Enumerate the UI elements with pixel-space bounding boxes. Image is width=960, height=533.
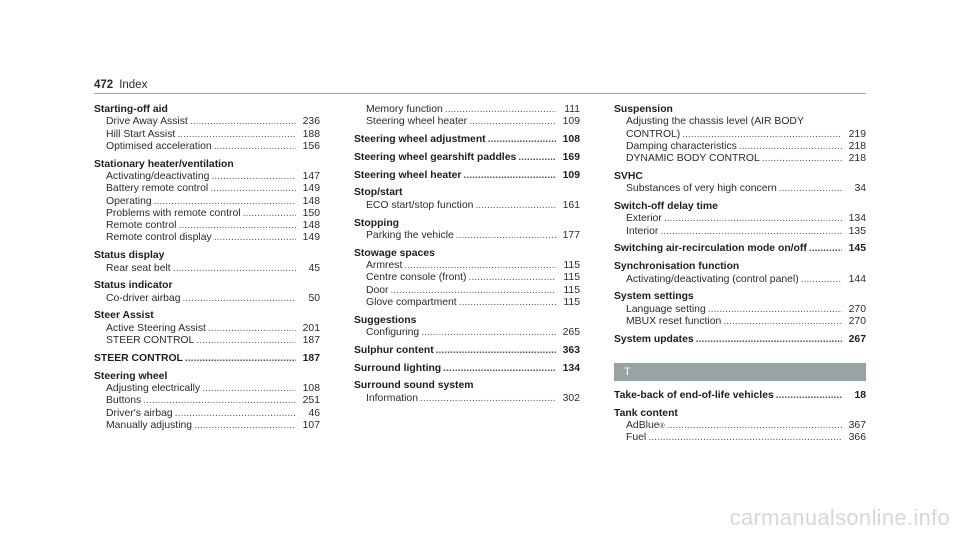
entry-text: Remote control display (106, 232, 212, 244)
entry-text: Steering wheel heater (366, 116, 468, 128)
page-ref: 161 (562, 199, 580, 211)
dot-leader (664, 213, 842, 225)
index-subentry[interactable] (614, 213, 866, 225)
page-ref: 270 (848, 303, 866, 315)
index-subentry[interactable] (94, 263, 320, 275)
page-ref: 109 (562, 116, 580, 128)
page-ref: 187 (302, 352, 320, 364)
index-subentry[interactable] (614, 183, 866, 195)
entry-text: Manually adjusting (106, 419, 193, 431)
index-entry (94, 250, 320, 275)
dot-leader (194, 420, 296, 432)
index-entry (94, 353, 320, 365)
dot-leader (776, 390, 842, 402)
dot-leader (436, 345, 556, 357)
index-entry (354, 345, 580, 357)
index-heading[interactable] (614, 243, 866, 255)
index-subentry[interactable] (94, 196, 320, 208)
page-ref: 169 (562, 151, 580, 163)
index-subentry[interactable] (94, 208, 320, 220)
index-entry (354, 218, 580, 243)
index-entry (614, 243, 866, 255)
index-column-2 (354, 104, 580, 410)
index-heading: Switch-off delay time (614, 201, 718, 213)
dot-leader (488, 134, 556, 146)
index-heading: Stationary heater/ventilation (94, 158, 234, 170)
page-ref: 188 (302, 128, 320, 140)
index-subentry[interactable] (94, 171, 320, 183)
entry-text: Configuring (366, 326, 420, 338)
entry-text: Hill Start Assist (106, 128, 176, 140)
entry-text: Damping characteristics (626, 140, 737, 152)
index-heading[interactable] (354, 134, 580, 146)
index-subentry[interactable] (354, 104, 580, 116)
page-ref: 366 (848, 432, 866, 444)
index-heading: Status display (94, 250, 165, 262)
index-subentry[interactable] (94, 335, 320, 347)
page-ref: 148 (302, 195, 320, 207)
dot-leader (196, 335, 296, 347)
entry-text: Steering wheel heater (354, 169, 462, 181)
index-subentry[interactable] (354, 285, 580, 297)
dot-leader (185, 353, 296, 365)
page-ref: 135 (848, 225, 866, 237)
index-entry (614, 291, 866, 328)
page-ref: 18 (854, 390, 866, 402)
dot-leader (175, 408, 296, 420)
page-ref: 115 (563, 296, 580, 308)
dot-leader (143, 395, 296, 407)
entry-text: CONTROL) (626, 128, 681, 140)
index-heading: SVHC (614, 170, 643, 182)
index-heading: Steering wheel (94, 370, 168, 382)
index-entry (354, 248, 580, 309)
index-heading: System settings (614, 291, 694, 303)
index-subentry[interactable] (354, 393, 580, 405)
index-subentry[interactable] (94, 129, 320, 141)
page-header (94, 79, 147, 91)
dot-leader (421, 327, 556, 339)
entry-text: Rear seat belt (106, 262, 171, 274)
page-ref: 108 (302, 382, 320, 394)
index-subentry[interactable] (354, 116, 580, 128)
index-subentry[interactable] (94, 183, 320, 195)
entry-text: Steering wheel adjustment (354, 134, 486, 146)
dot-leader (214, 232, 296, 244)
page-ref: 144 (848, 273, 866, 285)
index-subentry[interactable] (94, 408, 320, 420)
page-ref: 363 (562, 344, 580, 356)
entry-text: Adjusting electrically (106, 382, 201, 394)
entry-text: Operating (106, 195, 152, 207)
index-column-3 (614, 104, 866, 450)
index-heading: Surround sound system (354, 380, 474, 392)
index-column-1 (94, 104, 320, 438)
index-subentry[interactable] (94, 420, 320, 432)
index-entry (94, 310, 320, 347)
entry-text: Glove compartment (366, 296, 457, 308)
index-heading[interactable] (94, 353, 320, 365)
entry-text: Buttons (106, 395, 142, 407)
page-ref: 270 (848, 315, 866, 327)
index-entry (94, 280, 320, 305)
index-entry (354, 170, 580, 182)
entry-text: Take-back of end-of-life vehicles (614, 390, 774, 402)
index-entry (614, 334, 866, 346)
index-heading: Tank content (614, 407, 678, 419)
dot-leader (420, 393, 556, 405)
index-heading[interactable] (354, 170, 580, 182)
entry-text: System updates (614, 333, 694, 345)
index-heading: Stopping (354, 217, 400, 229)
entry-text: Armrest (366, 259, 403, 271)
index-subentry-line: Adjusting the chassis level (AIR BODY (626, 116, 804, 128)
page-ref: 50 (308, 292, 320, 304)
dot-leader (708, 304, 842, 316)
index-entry (614, 261, 866, 286)
page-ref: 115 (563, 284, 580, 296)
dot-leader (214, 141, 296, 153)
entry-text: STEER CONTROL (106, 335, 195, 347)
dot-leader (456, 230, 556, 242)
index-entry (614, 201, 866, 238)
page-ref: 149 (302, 183, 320, 195)
page-ref: 302 (562, 392, 580, 404)
dot-leader (809, 243, 842, 255)
page-ref: 201 (302, 322, 320, 334)
index-entry (354, 363, 580, 375)
page-ref: 236 (302, 116, 320, 128)
index-subentry[interactable] (354, 272, 580, 284)
entry-text: Parking the vehicle (366, 229, 454, 241)
dot-leader (801, 274, 842, 286)
index-subentry[interactable]: AdBlue ® ..... 367 (614, 420, 866, 432)
entry-text: Substances of very high concern (626, 183, 777, 195)
page-ref: 147 (302, 170, 320, 182)
entry-text: Switching air-recirculation mode on/off (614, 243, 807, 255)
page-title: Index (119, 79, 148, 91)
index-heading: Starting-off aid (94, 104, 168, 115)
dot-leader (463, 170, 556, 182)
index-subentry[interactable] (354, 327, 580, 339)
entry-text: STEER CONTROL (94, 352, 183, 364)
entry-text: Surround lighting (354, 362, 442, 374)
index-heading[interactable] (614, 390, 866, 402)
page-number: 472 (94, 79, 114, 91)
page-ref: 148 (302, 220, 320, 232)
entry-text: Language setting (626, 303, 706, 315)
dot-leader (178, 220, 296, 232)
page-ref: 267 (848, 333, 866, 345)
entry-text: Active Steering Assist (106, 322, 206, 334)
index-heading[interactable] (354, 345, 580, 357)
index-entry (614, 171, 866, 196)
entry-text: Problems with remote control (106, 207, 241, 219)
dot-leader (445, 104, 556, 116)
entry-text: Activating/deactivating (control panel) (626, 273, 799, 285)
page-ref: 46 (308, 407, 320, 419)
index-entry (94, 159, 320, 245)
dot-leader (443, 363, 556, 375)
index-subentry[interactable] (94, 232, 320, 244)
page-ref: 111 (564, 104, 580, 115)
dot-leader (469, 116, 556, 128)
index-subentry[interactable] (94, 141, 320, 153)
index-entry (94, 371, 320, 432)
watermark: carmanualsonline.info (729, 505, 950, 530)
index-subentry[interactable] (94, 395, 320, 407)
index-subentry[interactable] (614, 141, 866, 153)
dot-leader (459, 297, 556, 309)
page-ref: 219 (848, 128, 866, 140)
dot-leader (243, 208, 296, 220)
dot-leader (518, 152, 556, 164)
index-heading[interactable] (354, 152, 580, 164)
dot-leader (211, 171, 296, 183)
dot-leader (202, 383, 296, 395)
entry-text: MBUX reset function (626, 315, 722, 327)
dot-leader (210, 183, 296, 195)
page-ref: 251 (302, 395, 320, 407)
dot-leader (682, 129, 842, 141)
dot-leader (779, 183, 842, 195)
header-rule (94, 93, 866, 94)
index-heading: Steer Assist (94, 310, 154, 322)
index-entry (354, 134, 580, 146)
index-subentry[interactable] (94, 116, 320, 128)
index-entry (354, 152, 580, 164)
index-subentry[interactable] (614, 316, 866, 328)
index-heading[interactable] (354, 363, 580, 375)
page-ref: 108 (562, 134, 580, 146)
dot-leader (696, 334, 842, 346)
entry-text: Memory function (366, 104, 443, 115)
section-letter-bar: T (614, 363, 866, 381)
dot-leader (739, 141, 842, 153)
dot-leader (177, 129, 296, 141)
index-entry (94, 104, 320, 153)
dot-leader (391, 285, 556, 297)
page-ref: 145 (848, 243, 866, 255)
dot-leader (723, 316, 842, 328)
entry-text: ECO start/stop function (366, 199, 474, 211)
entry-text: Sulphur content (354, 344, 434, 356)
entry-text: Co-driver airbag (106, 292, 181, 304)
page-ref: 265 (562, 326, 580, 338)
entry-text: Information (366, 392, 418, 404)
index-heading: Suggestions (354, 314, 417, 326)
index-entry (354, 104, 580, 129)
dot-leader (475, 200, 556, 212)
index-subentry[interactable] (614, 129, 866, 141)
index-entry (614, 408, 866, 445)
entry-text: Exterior (626, 213, 662, 225)
index-subentry[interactable] (614, 274, 866, 286)
page-ref: 115 (563, 259, 580, 271)
index-heading: Suspension (614, 104, 673, 115)
index-heading: Synchronisation function (614, 261, 740, 273)
entry-text: AdBlue (626, 420, 660, 432)
page-ref: 218 (848, 153, 866, 165)
entry-text: Centre console (front) (366, 272, 467, 284)
index-subentry[interactable] (354, 297, 580, 309)
dot-leader (173, 263, 296, 275)
entry-text: Door (366, 284, 389, 296)
dot-leader (667, 420, 842, 432)
page-ref: 218 (848, 140, 866, 152)
dot-leader (183, 293, 297, 305)
entry-text: Driver's airbag (106, 407, 173, 419)
index-heading: Stop/start (354, 187, 403, 199)
page-ref: 149 (302, 232, 320, 244)
index-subentry[interactable] (354, 230, 580, 242)
page-ref: 45 (308, 262, 320, 274)
page-ref: 367 (848, 420, 866, 432)
index-heading[interactable] (614, 334, 866, 346)
index-entry (614, 390, 866, 402)
page-ref: 107 (302, 419, 320, 431)
page-ref: 109 (562, 169, 580, 181)
page-ref: 34 (854, 183, 866, 195)
entry-text: Interior (626, 225, 659, 237)
entry-text: Activating/deactivating (106, 170, 210, 182)
index-subentry[interactable] (614, 226, 866, 238)
entry-text: Remote control (106, 220, 177, 232)
entry-text: Optimised acceleration (106, 140, 212, 152)
entry-text: Fuel (626, 432, 647, 444)
index-subentry[interactable] (614, 432, 866, 444)
entry-text: Steering wheel gearshift paddles (354, 151, 517, 163)
index-subentry[interactable] (94, 383, 320, 395)
index-subentry[interactable] (94, 323, 320, 335)
index-entry (614, 104, 866, 165)
dot-leader (404, 260, 556, 272)
index-subentry[interactable] (94, 293, 320, 305)
index-heading: Status indicator (94, 280, 173, 292)
index-subentry[interactable] (614, 304, 866, 316)
index-entry (354, 315, 580, 340)
entry-text: Drive Away Assist (106, 116, 188, 128)
dot-leader (660, 226, 842, 238)
page-ref: 134 (848, 213, 866, 225)
index-subentry[interactable] (614, 153, 866, 165)
page-ref: 156 (302, 140, 320, 152)
dot-leader (154, 196, 296, 208)
entry-text: Battery remote control (106, 183, 209, 195)
dot-leader (208, 323, 296, 335)
index-subentry[interactable] (94, 220, 320, 232)
dot-leader (469, 272, 557, 284)
index-heading: Stowage spaces (354, 247, 435, 259)
dot-leader (648, 432, 842, 444)
index-entry (354, 187, 580, 212)
index-entry (354, 380, 580, 405)
page-ref: 187 (302, 335, 320, 347)
page-ref: 134 (562, 362, 580, 374)
dot-leader (190, 116, 296, 128)
index-subentry[interactable] (354, 200, 580, 212)
page-ref: 177 (562, 229, 580, 241)
dot-leader (762, 153, 842, 165)
page-ref: 150 (302, 207, 320, 219)
page-ref: 115 (563, 272, 580, 284)
entry-text: DYNAMIC BODY CONTROL (626, 153, 760, 165)
index-subentry[interactable] (354, 260, 580, 272)
